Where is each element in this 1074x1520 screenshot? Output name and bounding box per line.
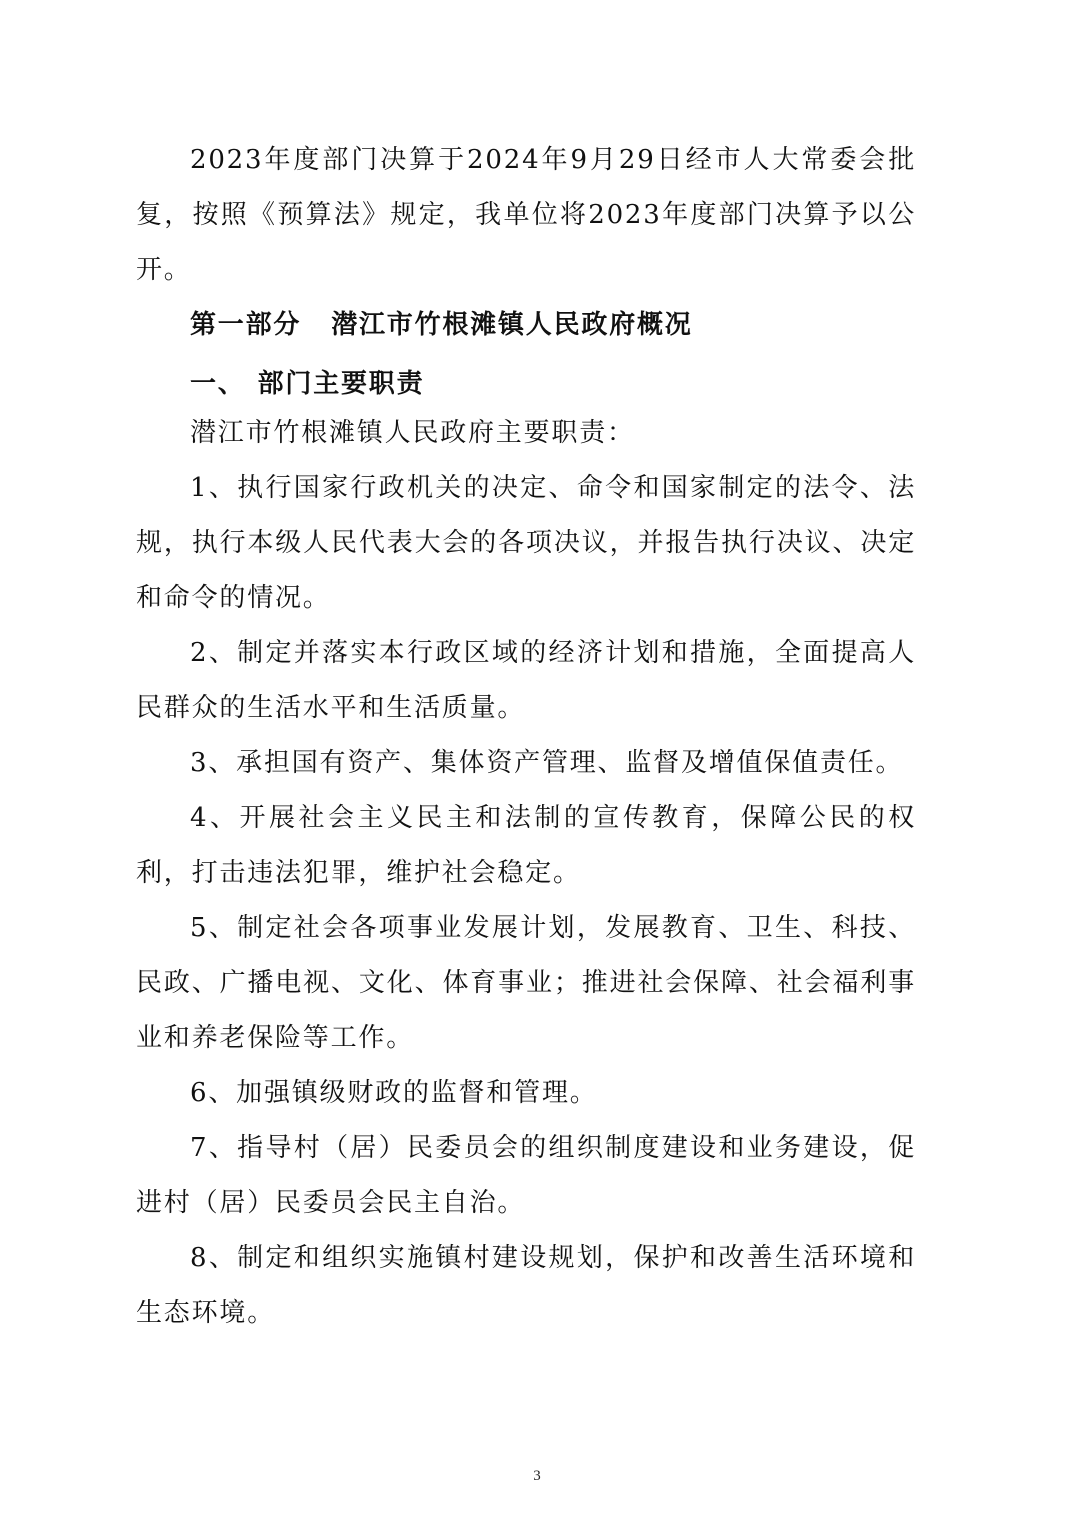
section-heading-label: 一、 [190, 369, 246, 399]
page-number: 3 [533, 1468, 541, 1484]
duty-item-7: 7、指导村（居）民委员会的组织制度建设和业务建设，促进村（居）民委员会民主自治。 [136, 1133, 916, 1218]
duty-item-5: 5、制定社会各项事业发展计划，发展教育、卫生、科技、民政、广播电视、文化、体育事业；推进社会保障、社会福利事业和养老保险等工作。 [136, 913, 916, 1053]
duty-item-4: 4、开展社会主义民主和法制的宣传教育，保障公民的权利，打击违法犯罪，维护社会稳定。 [136, 803, 916, 888]
duty-item-6: 6、加强镇级财政的监督和管理。 [190, 1078, 598, 1108]
intro-paragraph: 2023年度部门决算于2024年9月29日经市人大常委会批复，按照《预算法》规定，我单位将2023年度部门决算予以公开。 [136, 145, 916, 285]
section-heading [136, 357, 916, 412]
duty-item-8: 8、制定和组织实施镇村建设规划，保护和改善生活环境和生态环境。 [136, 1243, 916, 1328]
page-body [136, 133, 916, 1341]
duty-item-1: 1、执行国家行政机关的决定、命令和国家制定的法令、法规，执行本级人民代表大会的各项决议，并报告执行决议、决定和命令的情况。 [136, 473, 916, 613]
duty-item-2: 2、制定并落实本行政区域的经济计划和措施，全面提高人民群众的生活水平和生活质量。 [136, 638, 916, 723]
part-heading [136, 298, 916, 353]
part-heading-title: 潜江市竹根滩镇人民政府概况 [331, 310, 693, 340]
duty-item-3: 3、承担国有资产、集体资产管理、监督及增值保值责任。 [190, 748, 904, 778]
section-heading-title: 部门主要职责 [257, 369, 425, 399]
part-heading-label: 第一部分 [190, 310, 302, 340]
duties-intro: 潜江市竹根滩镇人民政府主要职责： [190, 418, 635, 448]
